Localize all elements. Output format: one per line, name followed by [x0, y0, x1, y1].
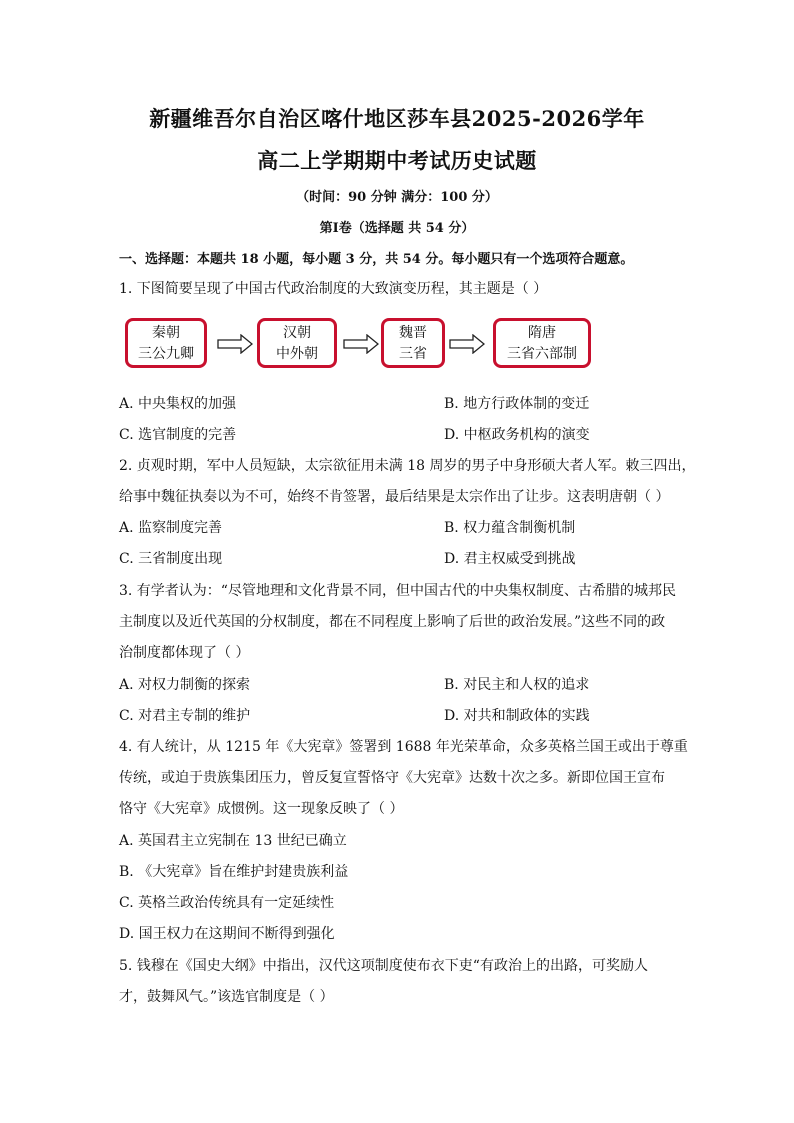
part-title: 第Ⅰ卷（选择题 共 54 分） — [319, 221, 475, 236]
q4-line-2: 传统，或迫于贵族集团压力，曾反复宣誓恪守《大宪章》达数十次之多。新即位国王宣布 — [119, 770, 665, 786]
q2-option-c: C. 三省制度出现 — [119, 551, 223, 567]
q5-line-1: 5. 钱穆在《国史大纲》中指出，汉代这项制度使布衣下吏“有政治上的出路，可奖励人 — [119, 958, 648, 974]
q4-option-c: C. 英格兰政治传统具有一定延续性 — [119, 895, 335, 911]
q3-line-2: 主制度以及近代英国的分权制度，都在不同程度上影响了后世的政治发展。”这些不同的政 — [119, 614, 666, 630]
q2-option-a: A. 监察制度完善 — [119, 520, 223, 536]
diagram-era: 魏晋 — [399, 325, 427, 341]
q1-evolution-diagram — [119, 312, 599, 374]
q2-line-1: 2. 贞观时期，军中人员短缺，太宗欲征用未满 18 周岁的男子中身形硕大者人军。敕三四出， — [119, 458, 696, 474]
q3-option-b: B. 对民主和人权的追求 — [444, 677, 590, 693]
q2-line-2: 给事中魏征执奏以为不可，始终不肯签署，最后结果是太宗作出了让步。这表明唐朝（ ） — [119, 489, 670, 505]
q1-stem: 1. 下图简要呈现了中国古代政治制度的大致演变历程，其主题是（ ） — [119, 281, 548, 297]
diagram-era: 汉朝 — [283, 325, 311, 341]
exam-title-line2: 高二上学期期中考试历史试题 — [257, 148, 537, 173]
q4-line-1: 4. 有人统计，从 1215 年《大宪章》签署到 1688 年光荣革命，众多英格兰国王或出于尊重 — [119, 739, 688, 755]
q3-option-d: D. 对共和制政体的实践 — [444, 708, 590, 724]
diagram-system: 三省 — [399, 346, 427, 362]
diagram-system: 三省六部制 — [507, 346, 577, 362]
diagram-box-weijin — [381, 318, 445, 368]
arrow-right-icon — [343, 334, 379, 354]
q1-option-d: D. 中枢政务机构的演变 — [444, 427, 590, 443]
arrow-right-icon — [449, 334, 485, 354]
q3-line-1: 3. 有学者认为：“尽管地理和文化背景不同，但中国古代的中央集权制度、古希腊的城邦民 — [119, 583, 676, 599]
q3-option-c: C. 对君主专制的维护 — [119, 708, 251, 724]
exam-title-line1: 新疆维吾尔自治区喀什地区莎车县2025-2026学年 — [149, 106, 645, 131]
q2-option-d: D. 君主权威受到挑战 — [444, 551, 576, 567]
diagram-system: 中外朝 — [276, 346, 318, 362]
q1-option-b: B. 地方行政体制的变迁 — [444, 396, 590, 412]
q4-option-d: D. 国王权力在这期间不断得到强化 — [119, 926, 335, 942]
diagram-system: 三公九卿 — [138, 346, 194, 362]
q4-option-a: A. 英国君主立宪制在 13 世纪已确立 — [119, 833, 347, 849]
q3-line-3: 治制度都体现了（ ） — [119, 645, 250, 661]
diagram-era: 秦朝 — [152, 325, 180, 341]
diagram-box-suitang — [493, 318, 591, 368]
q2-option-b: B. 权力蕴含制衡机制 — [444, 520, 576, 536]
exam-info: （时间：90 分钟 满分：100 分） — [296, 190, 498, 205]
diagram-era: 隋唐 — [528, 325, 556, 341]
section-instruction: 一、选择题：本题共 18 小题，每小题 3 分，共 54 分。每小题只有一个选项符合题意。 — [119, 252, 634, 267]
q3-option-a: A. 对权力制衡的探索 — [119, 677, 251, 693]
q4-line-3: 恪守《大宪章》成惯例。这一现象反映了（ ） — [119, 801, 404, 817]
q4-option-b: B. 《大宪章》旨在维护封建贵族利益 — [119, 864, 349, 880]
arrow-right-icon — [217, 334, 253, 354]
diagram-box-han — [257, 318, 337, 368]
q1-option-c: C. 选官制度的完善 — [119, 427, 237, 443]
q1-option-a: A. 中央集权的加强 — [119, 396, 237, 412]
diagram-box-qin — [125, 318, 207, 368]
q5-line-2: 才，鼓舞风气。”该选官制度是（ ） — [119, 989, 334, 1005]
